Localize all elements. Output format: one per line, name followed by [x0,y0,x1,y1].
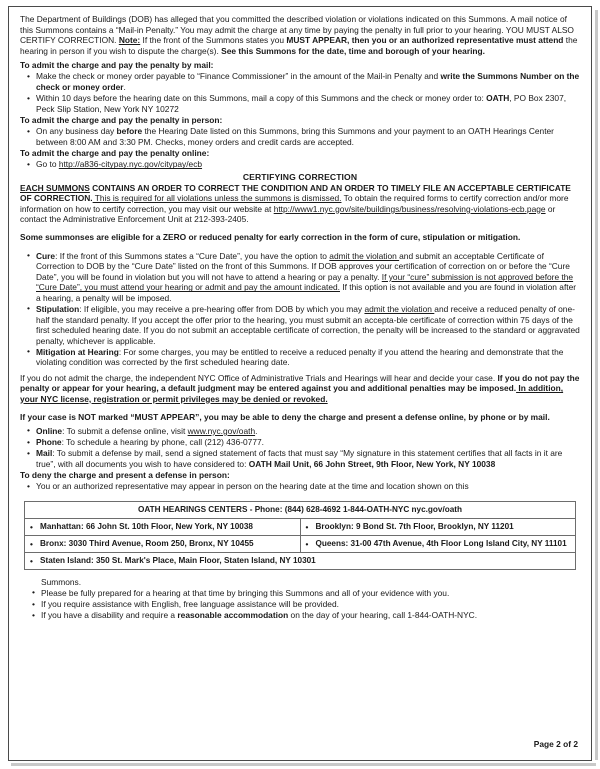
online-p2: . [255,425,258,436]
dob-resolving-violations-link[interactable]: http://www1.nyc.gov/site/buildings/business/resolving-violations-ecb.page [273,203,546,214]
oath-mail-unit-address: OATH Mail Unit, 66 John Street, 9th Floor, New York, NY 10038 [248,458,496,469]
list-closing-bullets [20,588,580,621]
table-header-row [25,501,576,518]
cure-p1: admit the violation [329,250,400,261]
bronx-address: • Bronx: 3030 Third Avenue, Room 250, Bronx, NY 10455 [28,539,254,548]
default-bold-1: If you do not pay the penalty or appear for your hearing, a default judgment may be entered against you and additional penalties may be imposed. [20,372,580,394]
mail-b1-p2: write the Summons Number on the check or money order [36,71,580,92]
list-item-cure [20,251,580,304]
intro-bold-must-appear: MUST APPEAR, then you or an authorized representative must attend [286,35,564,46]
eligibility-lead-paragraph: Some summonses are eligible for a ZERO or reduced penalty for early correction in the form of cure, stipulation or mitigation. [20,232,521,243]
list-eligibility-options [20,251,580,369]
cure-p4: If this option is not available and you are found in violation after a hearing, a penalty will be imposed. [36,282,577,303]
each-summons-underline: EACH SUMMONS [20,182,90,193]
cure-p2: and submit an acceptable Certificate of Correction to DOB by the “Cure Date” listed on the front of this Summons. If DOB approves your certification of correction on or before the “Cure Date”, you will be found in violation but you will not have to attend a hearing or pay a penalty. [36,250,570,282]
oath-table-header: OATH HEARINGS CENTERS - Phone: (844) 628-4692 1-844-OATH-NYC nyc.gov/oath [25,501,576,518]
stip-p0: : If eligible, you may receive a pre-hearing offer from DOB by which you may [79,303,365,314]
certifying-correction-title: CERTIFYING CORRECTION [242,172,358,183]
cure-p0: : If the front of this Summons states a “Cure Date”, you have the option to [55,250,330,261]
certifying-bold-rest: CONTAINS AN ORDER TO CORRECT THE CONDITION AND AN ORDER TO TIMELY FILE AN ACCEPTABLE CERTIFICATE OF CORRECTION. [20,182,571,204]
list-defense-options [20,426,580,469]
default-bold-underline: In addition, your NYC license, registration or permit privileges may be denied or revoked. [20,383,564,404]
mail-b2-p1: Within 10 days before the hearing date on this Summons, mail a copy of this Summons and the check or money order to: [36,93,487,104]
intro-bold-see-summons: See this Summons for the date, time and borough of your hearing. [221,45,485,56]
certifying-underlined-sentence: This is required for all violations unless the summons is dismissed. [92,193,342,204]
staten-island-address: • Staten Island: 350 St. Mark's Place, Main Floor, Staten Island, NY 10301 [28,556,316,565]
tail3-p0: If you have a disability and require a [41,610,178,621]
heading-pay-by-mail: To admit the charge and pay the penalty by mail: [20,59,214,70]
table-cell-brooklyn [300,518,576,535]
brooklyn-address: • Brooklyn: 9 Bond St. 7th Floor, Brooklyn, NY 11201 [304,522,514,531]
intro-text-2: If the front of the Summons states you [140,35,287,46]
online-p0: : To submit a defense online, visit [62,425,188,436]
list-item [20,93,580,114]
heading-pay-in-person: To admit the charge and pay the penalty in person: [20,114,223,125]
heading-pay-online: To admit the charge and pay the penalty online: [20,147,210,158]
list-item-mail [20,448,580,469]
default-normal-1: If you do not admit the charge, the independent NYC Office of Administrative Trials and Hearings will hear and decide your case. [20,372,498,383]
mail-b1-p3: . [123,81,126,92]
list-item-mitigation [20,347,580,368]
list-item: • You or an authorized representative may appear in person on the hearing date at the time and location shown on this [20,481,580,492]
summons-continuation-text: Summons. [41,576,82,587]
list-item [20,126,580,147]
cure-p3: If your “cure” submission is not approved before the “Cure Date”, you must attend your hearing or admit and pay the amount indicated. [36,271,574,293]
person-b1-p1: On any business day [36,126,117,137]
table-cell-queens [300,535,576,552]
list-item-phone [20,437,580,448]
online-label: Online [36,425,63,436]
page-shadow-right [595,10,598,760]
table-row [25,518,576,535]
page-border-frame [8,6,592,761]
list-item [20,71,580,92]
list-deny-in-person [20,481,580,492]
intro-text-3: the hearing in person if you wish to dispute the charge(s). [20,35,578,56]
list-item [20,610,580,621]
list-item [20,159,580,170]
manhattan-address: • Manhattan: 66 John St. 10th Floor, New York, NY 10038 [28,522,253,531]
person-b1-p2: before [116,126,143,137]
certifying-correction-paragraph [20,183,580,225]
intro-text-1: The Department of Buildings (DOB) has alleged that you committed the described violation or violations indicated on this Summons. A mail notice of this Summons contains a “Mail-in Penalty.” You may admit the charge at any time by paying the penalty in full prior to your hearing. YOU MUST ALSO CERTIFY CORRECTION. [20,14,574,46]
table-cell-manhattan [25,518,301,535]
table-row [25,535,576,552]
default-judgment-paragraph [20,373,580,405]
nyc-oath-link[interactable]: www.nyc.gov/oath [187,425,256,436]
certifying-normal-1: To obtain the required forms to certify correction and/or more information on how to certify correction, you may visit our website at [20,193,569,214]
mail-b1-p1: Make the check or money order payable to “Finance Commissioner” in the amount of the Mail-in Penalty and [36,71,441,82]
citypay-link[interactable]: http://a836-citypay.nyc.gov/citypay/ecb [58,159,203,170]
cure-label: Cure [36,250,56,261]
intro-paragraph [20,14,580,56]
phone-label: Phone [36,437,62,447]
list-item: • If you require assistance with English, free language assistance will be provided. [20,599,580,610]
mail-p0: : To submit a defense by mail, send a signed statement of facts that must say “My signature in this statement certifies that all facts in it are true”, with all documents you wish to have considered to: [36,448,563,469]
list-pay-by-mail [20,71,580,114]
list-item-online [20,426,580,437]
person-b1-p3: the Hearing Date listed on this Summons, bring this Summons and your payment to an OATH Hearings Center between 8:00 AM and 3:30 PM. Checks, money orders and credit cards are accepted. [36,126,554,147]
stipulation-label: Stipulation [36,303,80,314]
stip-p2: and receive a reduced penalty of one-half the standard penalty. If you accept the offer prior to the hearing, you must submit an accepta-ble certificate of correction within 75 days of the first scheduled hearing date. If you do not submit an acceptable certificate of correction, the penalty will be increased to the standard or aggravated penalty, whichever is applicable. [36,303,580,346]
list-pay-in-person [20,126,580,147]
table-row [25,552,576,569]
list-pay-online [20,159,580,170]
table-cell-bronx [25,535,301,552]
list-item-stipulation [20,304,580,346]
mitigation-label: Mitigation at Hearing [36,346,119,357]
heading-deny-in-person: To deny the charge and present a defense in person: [20,469,230,480]
table-cell-staten-island [25,552,576,569]
mit-p0: : For some charges, you may be entitled to receive a reduced penalty if you attend the hearing and demonstrate that the violating condition was corrected by the first scheduled hearing date. [36,346,564,368]
phone-p0: : To schedule a hearing by phone, call (212) 436-0777. [61,437,264,447]
certifying-normal-2: or contact the Administrative Enforcement Unit at 212-393-2405. [20,203,556,225]
list-item: • Please be fully prepared for a hearing at that time by bringing this Summons and all of your evidence with you. [20,588,580,599]
stip-p1: admit the violation [364,303,435,314]
tail3-p2: on the day of your hearing, call 1-844-OATH-NYC. [288,610,478,621]
mail-label: Mail [36,448,53,459]
mail-b2-p2: OATH [486,93,510,104]
oath-hearings-centers-table-wrapper [24,501,576,570]
oath-hearings-centers-table [24,501,576,570]
queens-address: • Queens: 31-00 47th Avenue, 4th Floor Long Island City, NY 11101 [304,539,567,548]
mail-b2-p3: , PO Box 2307, Peck Slip Station, New York NY 10272 [36,93,567,114]
page-number: Page 2 of 2 [533,739,578,749]
reasonable-accommodation-label: reasonable accommodation [177,610,289,621]
intro-note-label: Note: [118,35,141,46]
online-b1-p1: Go to [36,159,59,170]
not-must-appear-paragraph: If your case is NOT marked “MUST APPEAR”, you may be able to deny the charge and present a defense online, by phone or by mail. [20,411,550,422]
closing-instructions [20,577,580,621]
page-shadow-bottom [11,763,596,766]
